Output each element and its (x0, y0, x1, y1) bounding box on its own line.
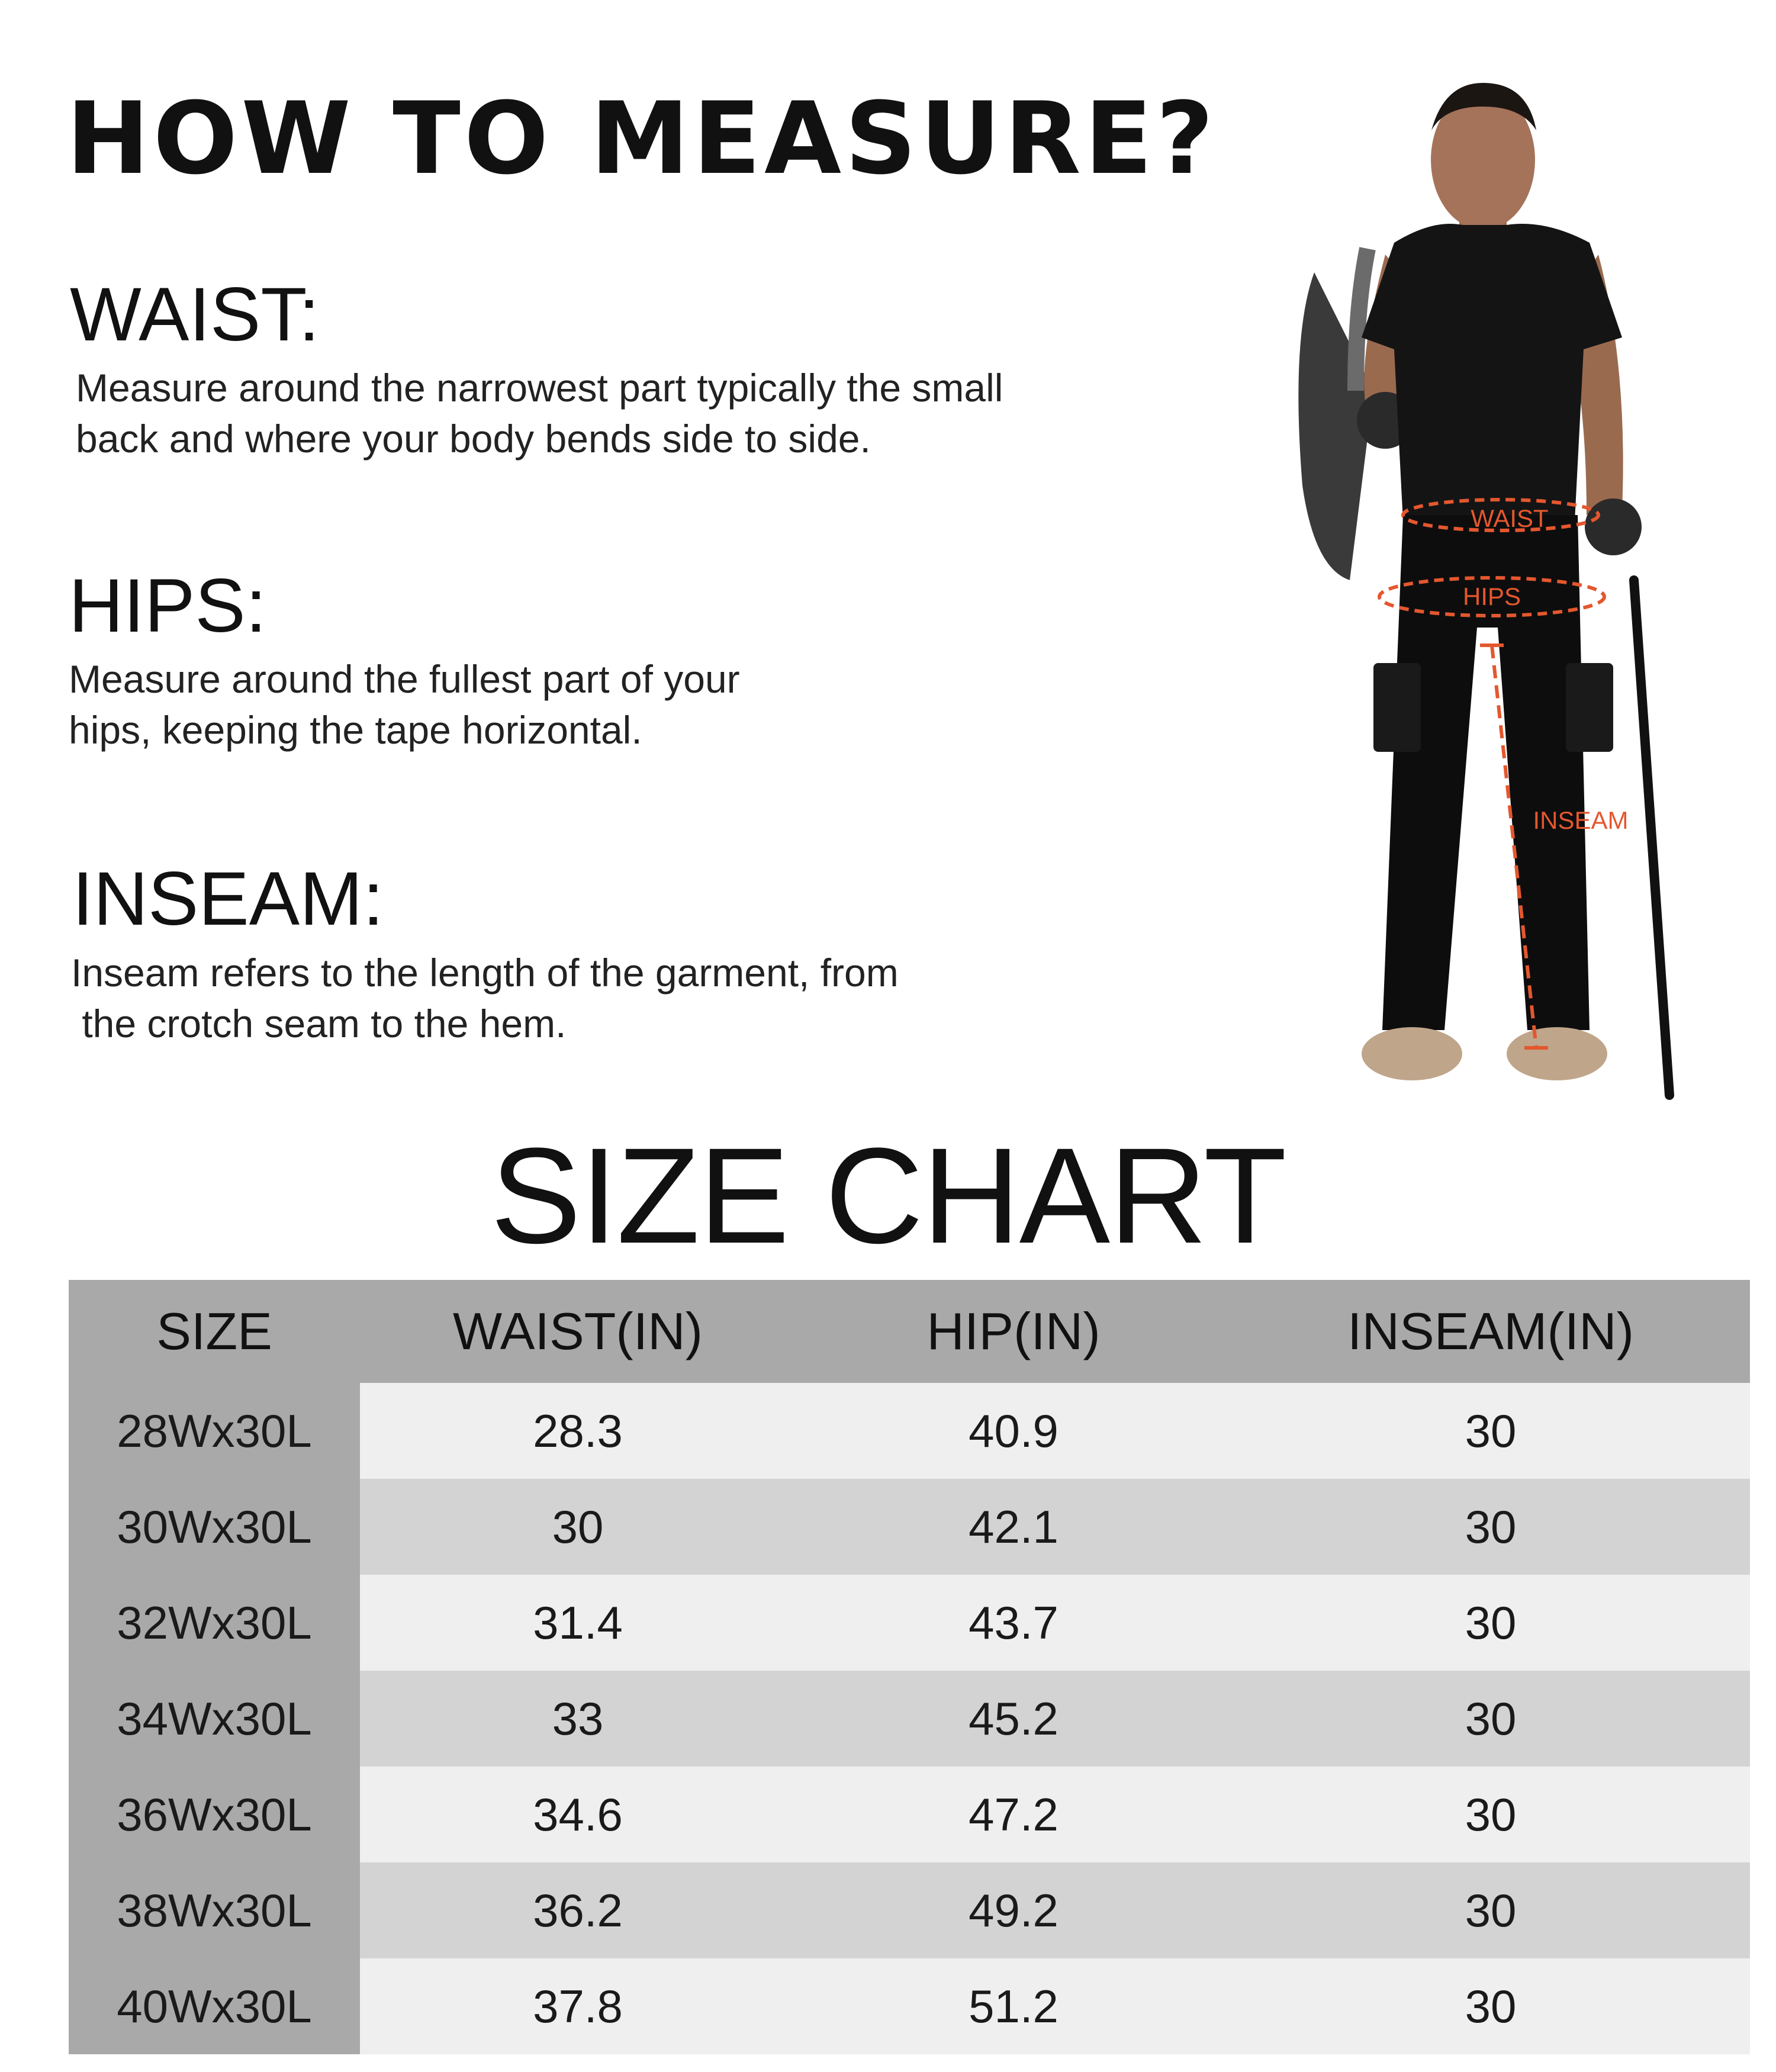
inseam-description (71, 947, 1137, 1049)
inseam-heading: INSEAM: (72, 857, 384, 941)
column-header-waist: WAIST(IN) (360, 1280, 796, 1383)
table-row (69, 1671, 1750, 1767)
inseam-description-line: Inseam refers to the length of the garment, from (71, 951, 899, 995)
waist-cell: 33 (360, 1671, 796, 1767)
column-header-hip: HIP(IN) (796, 1280, 1231, 1383)
size-cell: 40Wx30L (69, 1958, 360, 2054)
column-header-size: SIZE (69, 1280, 360, 1383)
figure-label-waist: WAIST (1471, 504, 1549, 532)
hip-cell: 42.1 (796, 1479, 1231, 1575)
table-row (69, 1479, 1750, 1575)
inseam-cell: 30 (1231, 1958, 1750, 2054)
hips-description-line: hips, keeping the tape horizontal. (69, 708, 642, 752)
size-cell: 38Wx30L (69, 1862, 360, 1958)
figure-label-hips: HIPS (1462, 583, 1521, 610)
inseam-description-line: the crotch seam to the hem. (71, 1002, 567, 1045)
table-row (69, 1958, 1750, 2054)
table-row (69, 1767, 1750, 1862)
table-row (69, 1383, 1750, 1479)
column-header-inseam: INSEAM(IN) (1231, 1280, 1750, 1383)
hip-cell: 43.7 (796, 1575, 1231, 1671)
waist-description-line: back and where your body bends side to side. (76, 417, 871, 461)
hips-description-line: Measure around the fullest part of your (69, 657, 740, 701)
waist-cell: 34.6 (360, 1767, 796, 1862)
size-chart-title: SIZE CHART (490, 1119, 1286, 1272)
size-cell: 32Wx30L (69, 1575, 360, 1671)
waist-description-line: Measure around the narrowest part typically the small (76, 366, 1003, 410)
waist-description (76, 362, 1141, 464)
inseam-cell: 30 (1231, 1767, 1750, 1862)
hips-heading: HIPS: (69, 564, 267, 648)
size-cell: 34Wx30L (69, 1671, 360, 1767)
figure-label-inseam: INSEAM (1533, 806, 1629, 834)
inseam-cell: 30 (1231, 1383, 1750, 1479)
hip-cell: 45.2 (796, 1671, 1231, 1767)
inseam-cell: 30 (1231, 1671, 1750, 1767)
hip-cell: 49.2 (796, 1862, 1231, 1958)
waist-cell: 28.3 (360, 1383, 796, 1479)
hips-description (69, 654, 1075, 755)
size-cell: 30Wx30L (69, 1479, 360, 1575)
inseam-cell: 30 (1231, 1862, 1750, 1958)
waist-cell: 31.4 (360, 1575, 796, 1671)
page-title: HOW TO MEASURE? (66, 81, 1218, 197)
size-chart-table (69, 1280, 1750, 2054)
waist-cell: 30 (360, 1479, 796, 1575)
inseam-cell: 30 (1231, 1479, 1750, 1575)
table-row (69, 1862, 1750, 1958)
size-cell: 28Wx30L (69, 1383, 360, 1479)
model-figure (1267, 59, 1717, 1101)
waist-heading: WAIST: (70, 272, 320, 357)
inseam-cell: 30 (1231, 1575, 1750, 1671)
table-row (69, 1575, 1750, 1671)
size-cell: 36Wx30L (69, 1767, 360, 1862)
waist-cell: 37.8 (360, 1958, 796, 2054)
waist-cell: 36.2 (360, 1862, 796, 1958)
hip-cell: 40.9 (796, 1383, 1231, 1479)
hip-cell: 47.2 (796, 1767, 1231, 1862)
table-header-row (69, 1280, 1750, 1383)
hip-cell: 51.2 (796, 1958, 1231, 2054)
